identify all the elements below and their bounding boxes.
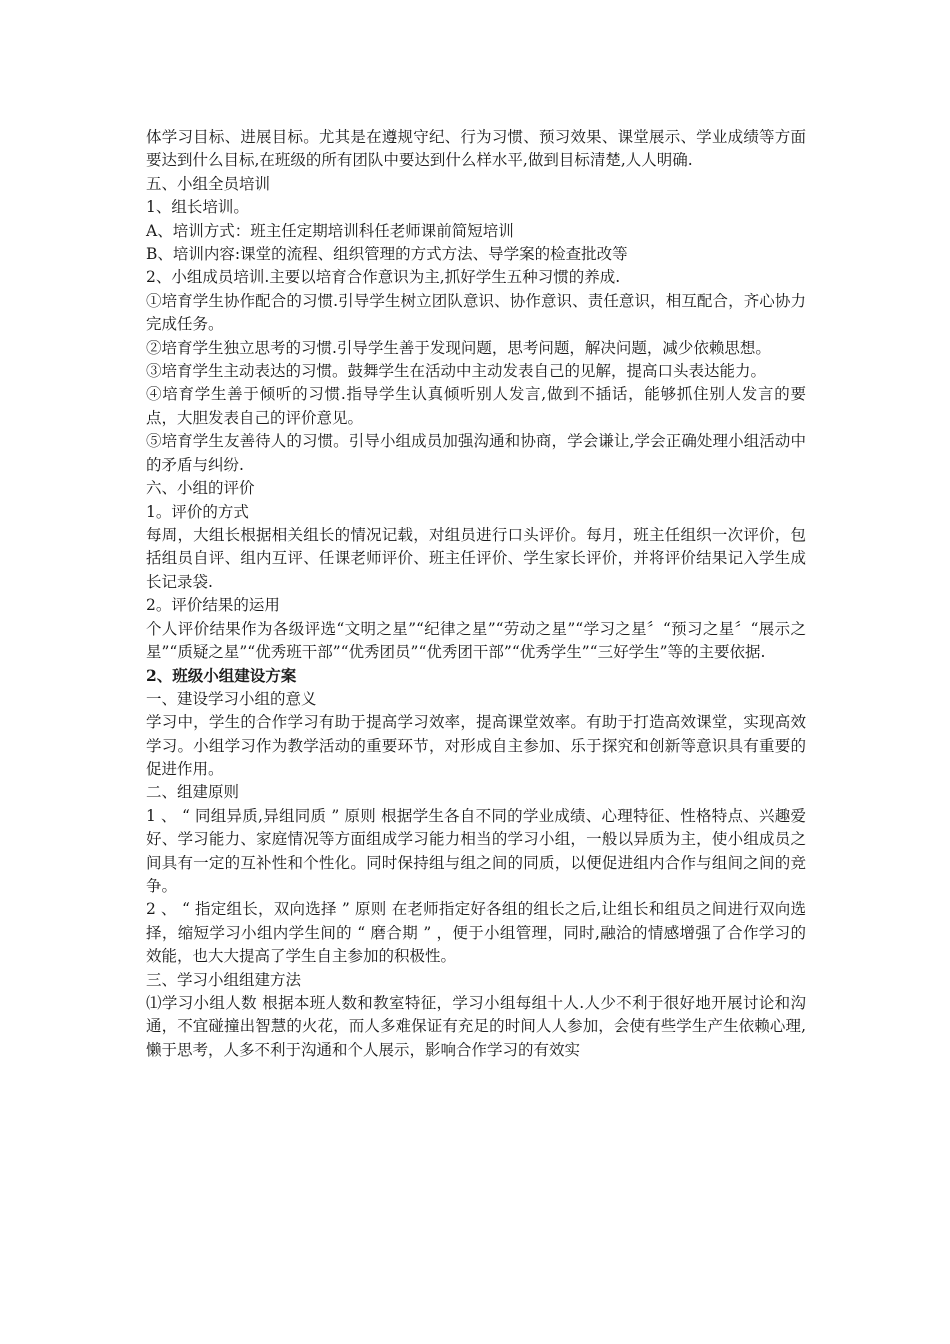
subheading-leader-training: 1、组长培训。 bbox=[146, 198, 249, 217]
section-heading-significance: 一、建设学习小组的意义 bbox=[146, 689, 317, 708]
section-heading-method: 三、学习小组组建方法 bbox=[146, 970, 302, 989]
list-item-habit-1: ①培育学生协作配合的习惯.引导学生树立团队意识、协作意识、责任意识，相互配合，齐心协力完成任务。 bbox=[146, 291, 806, 334]
section-heading-evaluation: 六、小组的评价 bbox=[146, 479, 255, 498]
section-heading-principles: 二、组建原则 bbox=[146, 783, 240, 802]
section-heading-training: 五、小组全员培训 bbox=[146, 174, 271, 193]
heading-class-group-plan: 2、班级小组建设方案 bbox=[146, 666, 297, 686]
list-item-habit-3: ③培育学生主动表达的习惯。鼓舞学生在活动中主动发表自己的见解，提高口头表达能力。 bbox=[146, 362, 767, 381]
paragraph-evaluation-usage: 个人评价结果作为各级评选“文明之星”“纪律之星”“劳动之星”“学习之星〞“预习之星〞“展示之星”“质疑之星”“优秀班干部”“优秀团员”“优秀团干部”“优秀学生”“三好学生”等的主要依据. bbox=[146, 619, 806, 661]
list-item-habit-5: ⑤培育学生友善待人的习惯。引导小组成员加强沟通和协商，学会谦让,学会正确处理小组活动中的矛盾与纠纷. bbox=[146, 432, 806, 474]
subheading-evaluation-method: 1。评价的方式 bbox=[146, 502, 249, 521]
paragraph-significance: 学习中，学生的合作学习有助于提高学习效率，提高课堂效率。有助于打造高效课堂，实现高效学习。小组学习作为教学活动的重要环节，对形成自主参加、乐于探究和创新等意识具有重要的促进作用。 bbox=[146, 713, 806, 778]
paragraph-principle-1: 1 、 “ 同组异质,异组同质 ” 原则 根据学生各自不同的学业成绩、心理特征、性格特点、兴趣爱好、学习能力、家庭情况等方面组成学习能力相当的学习小组，一般以异质为主，使小组成员之间具有一定的互补性和个性化。同时保持组与组之间的同质，以便促进组内合作与组间之间的竞争。 bbox=[146, 806, 806, 895]
subheading-evaluation-usage: 2。评价结果的运用 bbox=[146, 596, 280, 615]
list-item-habit-2: ②培育学生独立思考的习惯.引导学生善于发现问题，思考问题，解决问题，减少依赖思想。 bbox=[146, 338, 771, 357]
list-item-habit-4: ④培育学生善于倾听的习惯.指导学生认真倾听别人发言,做到不插话，能够抓住别人发言的要点，大胆发表自己的评价意见。 bbox=[146, 385, 806, 427]
paragraph-group-size: ⑴学习小组人数 根据本班人数和教室特征，学习小组每组十人.人少不利于很好地开展讨论和沟通，不宜碰撞出智慧的火花，而人多难保证有充足的时间人人参加，会使有些学生产生依赖心理,懒于思考，人多不利于沟通和个人展示，影响合作学习的有效实 bbox=[146, 994, 806, 1059]
paragraph-evaluation-method: 每周，大组长根据相关组长的情况记载，对组员进行口头评价。每月，班主任组织一次评价，包括组员自评、组内互评、任课老师评价、班主任评价、学生家长评价，并将评价结果记入学生成长记录袋. bbox=[146, 525, 806, 591]
paragraph-principle-2: 2 、 “ 指定组长，双向选择 ” 原则 在老师指定好各组的组长之后,让组长和组员之间进行双向选择，缩短学习小组内学生间的 “ 磨合期 ” ，便于小组管理，同时,融洽的情感增强了合作学习的效能，也大大提高了学生自主参加的积极性。 bbox=[146, 900, 806, 966]
paragraph-goals-continuation: 体学习目标、进展目标。尤其是在遵规守纪、行为习惯、预习效果、课堂展示、学业成绩等方面要达到什么目标,在班级的所有团队中要达到什么样水平,做到目标清楚,人人明确. bbox=[146, 128, 806, 170]
document-body bbox=[146, 126, 806, 1062]
subheading-member-training: 2、小组成员培训.主要以培育合作意识为主,抓好学生五种习惯的养成. bbox=[146, 268, 621, 287]
paragraph-training-content: B、培训内容:课堂的流程、组织管理的方式方法、导学案的检查批改等 bbox=[146, 245, 628, 264]
paragraph-training-method: A、培训方式：班主任定期培训科任老师课前简短培训 bbox=[146, 221, 514, 240]
